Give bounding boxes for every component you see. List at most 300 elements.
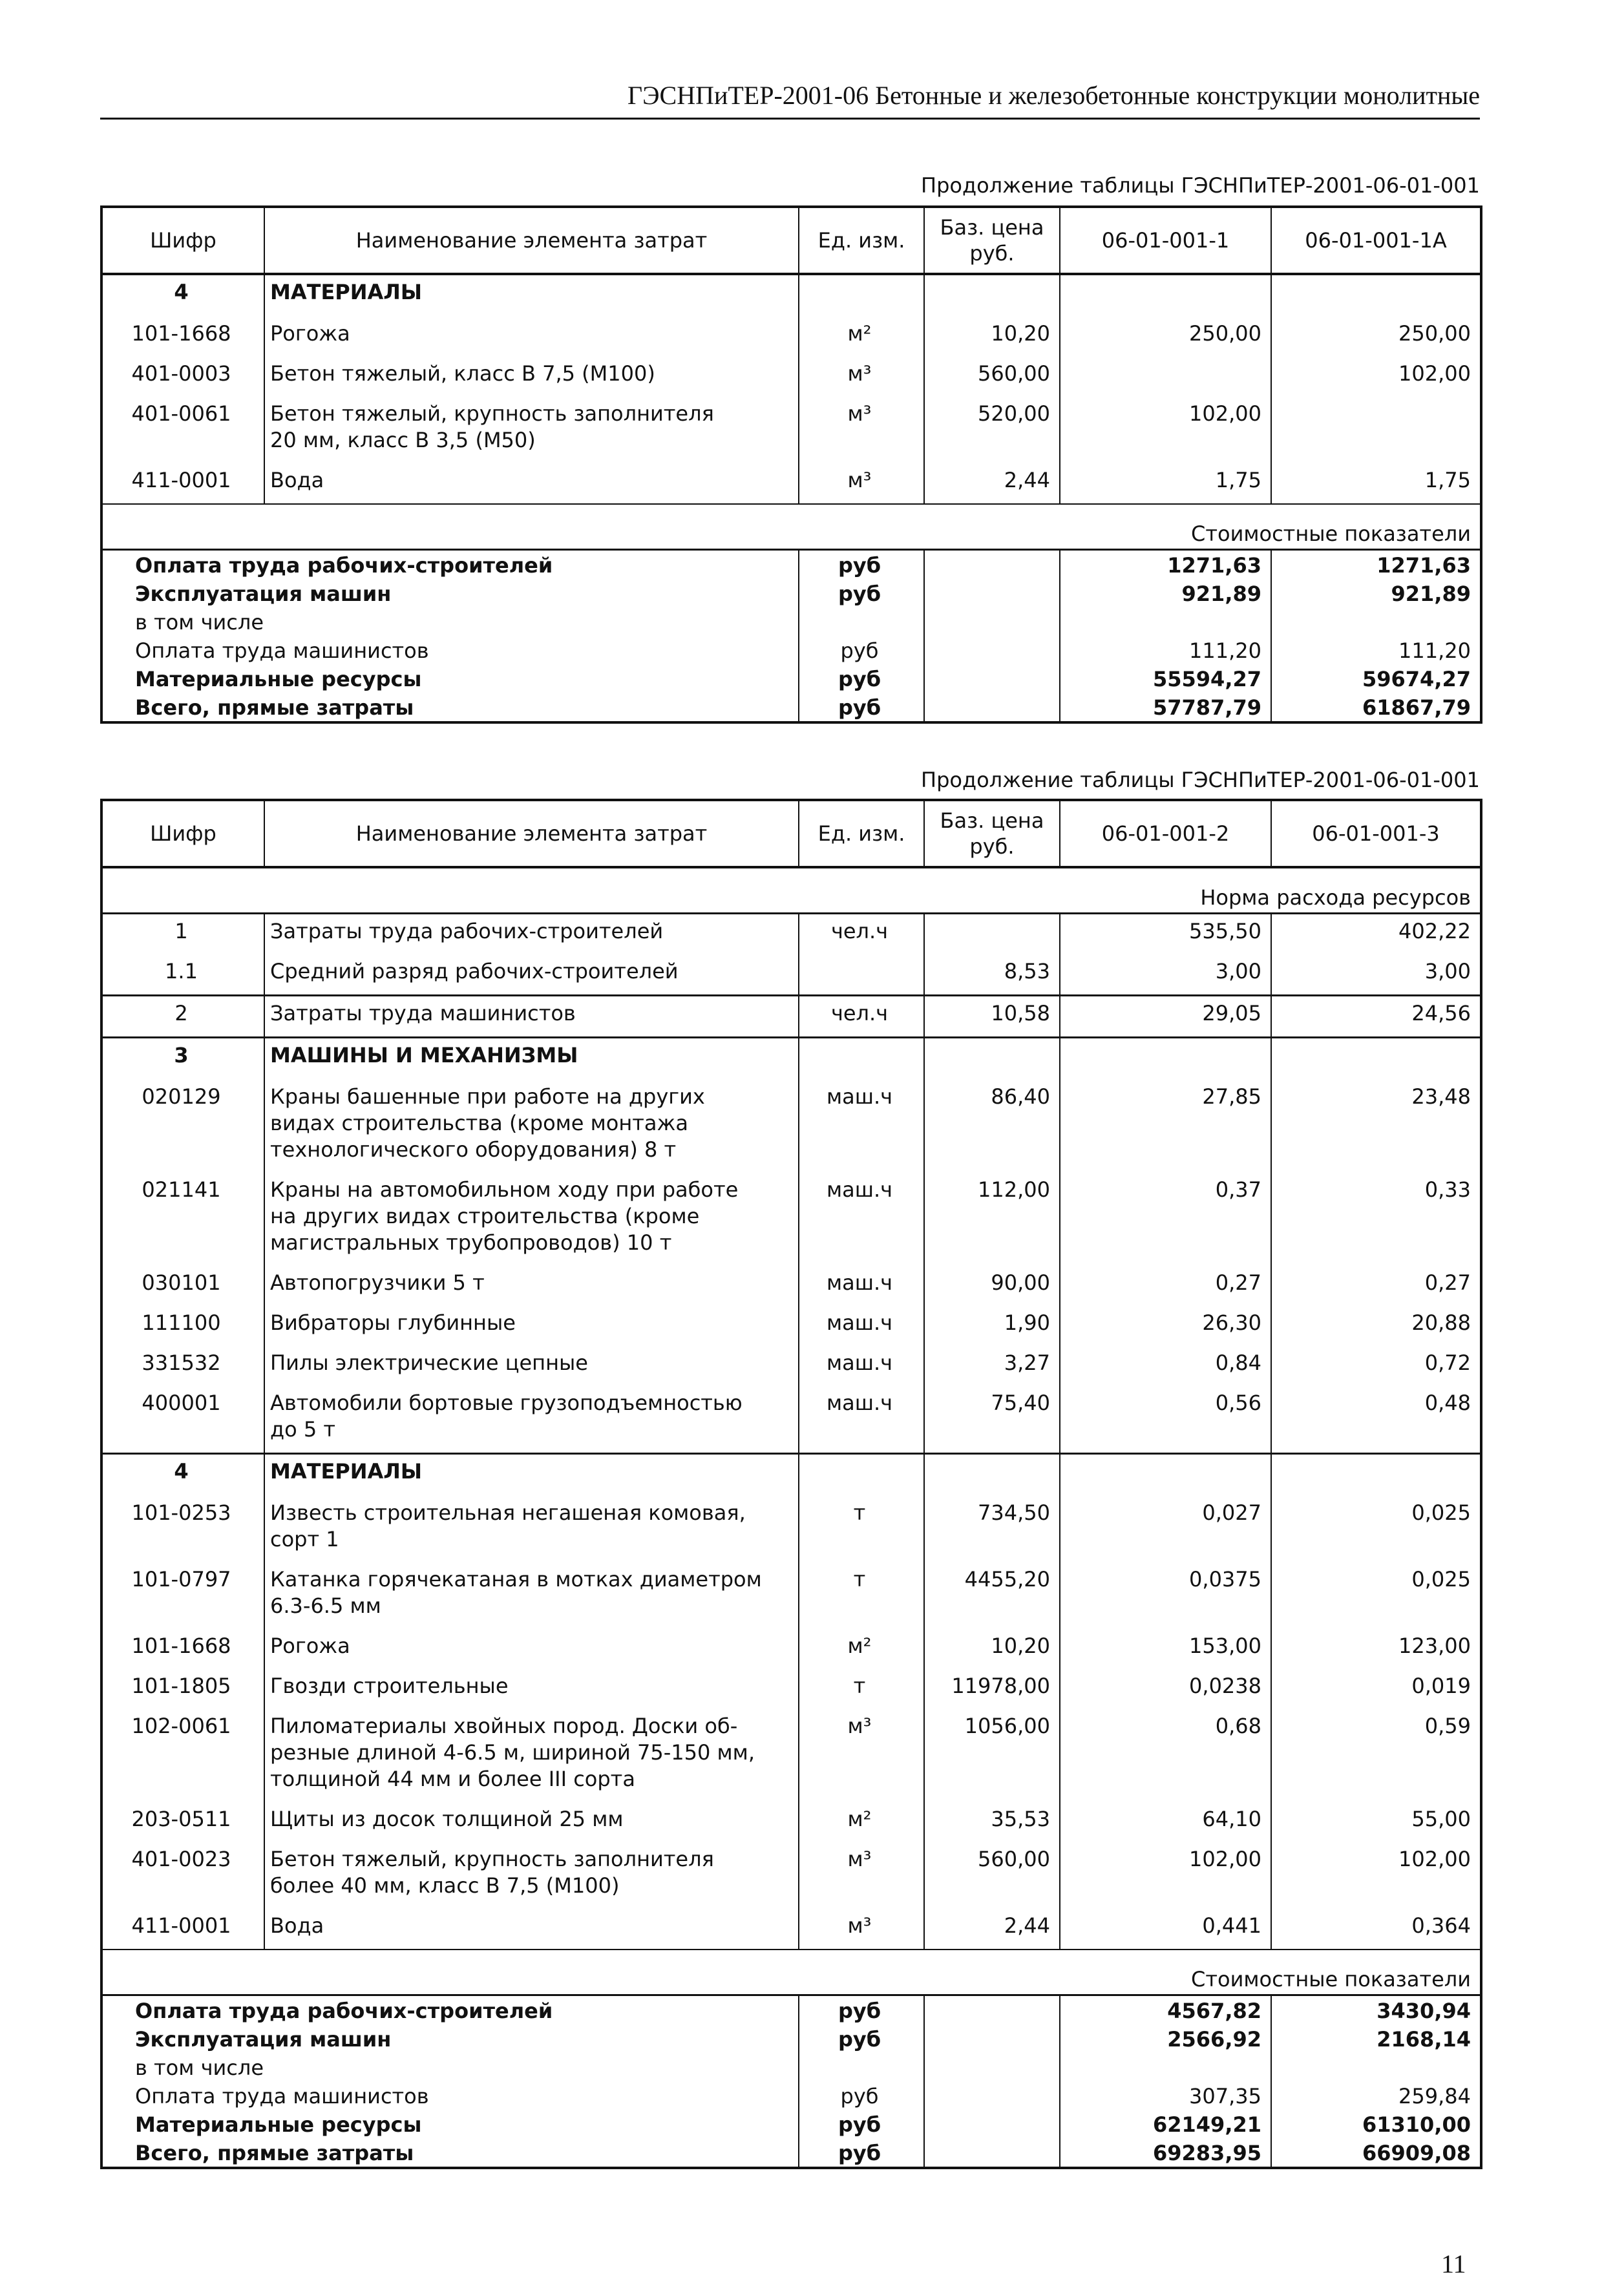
section-row xyxy=(101,1038,1481,1080)
resource-code: 203-0511 xyxy=(101,1802,264,1842)
resource-name xyxy=(264,1038,799,1080)
unit: чел.ч xyxy=(799,914,924,955)
unit: м³ xyxy=(799,1709,924,1802)
base-price xyxy=(924,914,1060,955)
value-2: 66909,08 xyxy=(1271,2138,1481,2168)
price xyxy=(924,607,1060,636)
cost-summary-row xyxy=(101,550,1481,580)
value-2: 123,00 xyxy=(1271,1629,1481,1669)
value-1: 0,441 xyxy=(1060,1909,1271,1950)
base-price: 2,44 xyxy=(924,1909,1060,1950)
unit: руб xyxy=(799,2081,924,2110)
table-row xyxy=(101,357,1481,397)
summary-label: Оплата труда рабочих-строителей xyxy=(101,1995,799,2025)
name-line: Известь строительная негашеная комовая, xyxy=(270,1500,746,1525)
value-1: 1,75 xyxy=(1060,463,1271,504)
name-line: Автопогрузчики 5 т xyxy=(270,1270,485,1295)
resource-name xyxy=(264,1346,799,1386)
value-2: 0,364 xyxy=(1271,1909,1481,1950)
price xyxy=(924,1995,1060,2025)
unit: т xyxy=(799,1562,924,1629)
resource-name xyxy=(264,1080,799,1173)
name-line: толщиной 44 мм и более III сорта xyxy=(270,1767,635,1791)
value-1: 102,00 xyxy=(1060,397,1271,463)
resource-code: 411-0001 xyxy=(101,1909,264,1950)
price xyxy=(924,2024,1060,2053)
base-price: 734,50 xyxy=(924,1496,1060,1562)
unit: маш.ч xyxy=(799,1386,924,1454)
column-header: Шифр xyxy=(101,207,264,274)
value-1: 1271,63 xyxy=(1060,550,1271,580)
resource-table-2 xyxy=(100,799,1482,2169)
unit: руб xyxy=(799,579,924,607)
unit: маш.ч xyxy=(799,1306,924,1346)
resource-name xyxy=(264,914,799,955)
resource-code: 401-0003 xyxy=(101,357,264,397)
unit xyxy=(799,2053,924,2081)
value-1: 3,00 xyxy=(1060,954,1271,996)
section-caption: Норма расхода ресурсов xyxy=(101,867,1481,914)
resource-code: 331532 xyxy=(101,1346,264,1386)
resource-name xyxy=(264,357,799,397)
cost-summary-row xyxy=(101,2024,1481,2053)
name-line: Автомобили бортовые грузоподъемностью xyxy=(270,1391,743,1415)
value-2: 0,48 xyxy=(1271,1386,1481,1454)
unit: м³ xyxy=(799,463,924,504)
value-1: 0,0238 xyxy=(1060,1669,1271,1709)
value-1 xyxy=(1060,357,1271,397)
price xyxy=(924,2138,1060,2168)
resource-name xyxy=(264,1629,799,1669)
resource-name xyxy=(264,397,799,463)
price xyxy=(924,2110,1060,2138)
resource-name xyxy=(264,274,799,317)
value-2: 59674,27 xyxy=(1271,664,1481,693)
table-row xyxy=(101,1669,1481,1709)
base-price: 35,53 xyxy=(924,1802,1060,1842)
table-row xyxy=(101,996,1481,1038)
table-row xyxy=(101,1709,1481,1802)
value-2: 61310,00 xyxy=(1271,2110,1481,2138)
value-2: 259,84 xyxy=(1271,2081,1481,2110)
resource-code: 401-0023 xyxy=(101,1842,264,1909)
resource-code: 101-1668 xyxy=(101,317,264,357)
table-row xyxy=(101,954,1481,996)
cost-summary-row xyxy=(101,2110,1481,2138)
summary-label: в том числе xyxy=(101,607,799,636)
value-1: 29,05 xyxy=(1060,996,1271,1038)
value-2: 0,025 xyxy=(1271,1562,1481,1629)
base-price: 10,20 xyxy=(924,1629,1060,1669)
name-line: Щиты из досок толщиной 25 мм xyxy=(270,1807,624,1831)
column-header: Ед. изм. xyxy=(799,800,924,867)
summary-label: Эксплуатация машин xyxy=(101,579,799,607)
value-2: 0,72 xyxy=(1271,1346,1481,1386)
base-price: 2,44 xyxy=(924,463,1060,504)
value-1: 153,00 xyxy=(1060,1629,1271,1669)
value-2: 0,019 xyxy=(1271,1669,1481,1709)
value-2: 61867,79 xyxy=(1271,693,1481,722)
value-1 xyxy=(1060,607,1271,636)
resource-name xyxy=(264,996,799,1038)
resource-code: 101-1668 xyxy=(101,1629,264,1669)
unit: чел.ч xyxy=(799,996,924,1038)
value-1: 64,10 xyxy=(1060,1802,1271,1842)
resource-code: 111100 xyxy=(101,1306,264,1346)
value-1: 111,20 xyxy=(1060,636,1271,664)
unit: руб xyxy=(799,550,924,580)
base-price: 90,00 xyxy=(924,1266,1060,1306)
base-price xyxy=(924,1038,1060,1080)
name-line: Пилы электрические цепные xyxy=(270,1351,588,1375)
summary-label: Оплата труда машинистов xyxy=(101,2081,799,2110)
base-price: 1056,00 xyxy=(924,1709,1060,1802)
name-line: Затраты труда рабочих-строителей xyxy=(270,919,664,943)
base-price: 1,90 xyxy=(924,1306,1060,1346)
summary-label: Всего, прямые затраты xyxy=(101,693,799,722)
price xyxy=(924,693,1060,722)
unit xyxy=(799,1454,924,1497)
cost-summary-row xyxy=(101,2053,1481,2081)
value-1: 307,35 xyxy=(1060,2081,1271,2110)
value-2: 0,27 xyxy=(1271,1266,1481,1306)
unit: маш.ч xyxy=(799,1266,924,1306)
value-1: 0,37 xyxy=(1060,1173,1271,1266)
resource-table-1 xyxy=(100,205,1482,724)
column-header: Баз. цена руб. xyxy=(924,207,1060,274)
table-row xyxy=(101,1842,1481,1909)
table-header-row xyxy=(101,800,1481,867)
summary-label: Оплата труда рабочих-строителей xyxy=(101,550,799,580)
column-header: Наименование элемента затрат xyxy=(264,800,799,867)
name-line: МАШИНЫ И МЕХАНИЗМЫ xyxy=(270,1043,578,1067)
table-row xyxy=(101,1562,1481,1629)
resource-code: 3 xyxy=(101,1038,264,1080)
unit: руб xyxy=(799,636,924,664)
base-price: 560,00 xyxy=(924,1842,1060,1909)
resource-name xyxy=(264,1562,799,1629)
name-line: Вибраторы глубинные xyxy=(270,1310,516,1335)
table-row xyxy=(101,317,1481,357)
cost-summary-row xyxy=(101,2081,1481,2110)
value-2: 3430,94 xyxy=(1271,1995,1481,2025)
price xyxy=(924,636,1060,664)
value-2 xyxy=(1271,274,1481,317)
base-price: 8,53 xyxy=(924,954,1060,996)
value-1: 0,027 xyxy=(1060,1496,1271,1562)
value-1 xyxy=(1060,1454,1271,1497)
cost-summary-row xyxy=(101,693,1481,722)
value-2: 20,88 xyxy=(1271,1306,1481,1346)
resource-name xyxy=(264,1454,799,1497)
base-price: 560,00 xyxy=(924,357,1060,397)
price xyxy=(924,664,1060,693)
name-line: Катанка горячекатаная в мотках диаметром xyxy=(270,1567,762,1592)
section-caption-row xyxy=(101,1950,1481,1995)
column-header: 06-01-001-1А xyxy=(1271,207,1481,274)
base-price: 3,27 xyxy=(924,1346,1060,1386)
value-1: 0,68 xyxy=(1060,1709,1271,1802)
table-row xyxy=(101,1629,1481,1669)
value-2: 55,00 xyxy=(1271,1802,1481,1842)
unit: т xyxy=(799,1496,924,1562)
resource-code: 401-0061 xyxy=(101,397,264,463)
resource-name xyxy=(264,1669,799,1709)
summary-label: Эксплуатация машин xyxy=(101,2024,799,2053)
unit: руб xyxy=(799,2110,924,2138)
value-1: 69283,95 xyxy=(1060,2138,1271,2168)
value-1: 0,56 xyxy=(1060,1386,1271,1454)
section-caption-row xyxy=(101,867,1481,914)
resource-code: 021141 xyxy=(101,1173,264,1266)
name-line: 20 мм, класс В 3,5 (М50) xyxy=(270,428,536,452)
name-line: до 5 т xyxy=(270,1417,336,1442)
base-price: 112,00 xyxy=(924,1173,1060,1266)
name-line: технологического оборудования) 8 т xyxy=(270,1137,677,1162)
name-line: более 40 мм, класс В 7,5 (М100) xyxy=(270,1873,620,1898)
price xyxy=(924,550,1060,580)
name-line: на других видах строительства (кроме xyxy=(270,1204,700,1228)
resource-code: 2 xyxy=(101,996,264,1038)
resource-code: 020129 xyxy=(101,1080,264,1173)
column-header: Наименование элемента затрат xyxy=(264,207,799,274)
column-header: Ед. изм. xyxy=(799,207,924,274)
price xyxy=(924,2081,1060,2110)
column-header: Шифр xyxy=(101,800,264,867)
table-caption: Продолжение таблицы ГЭСНПиТЕР-2001-06-01-001 xyxy=(921,768,1480,792)
name-line: Вода xyxy=(270,468,324,492)
table-row xyxy=(101,914,1481,955)
summary-label: в том числе xyxy=(101,2053,799,2081)
value-1: 27,85 xyxy=(1060,1080,1271,1173)
value-1: 102,00 xyxy=(1060,1842,1271,1909)
value-2: 1,75 xyxy=(1271,463,1481,504)
table-row xyxy=(101,1266,1481,1306)
unit: маш.ч xyxy=(799,1080,924,1173)
name-line: Вода xyxy=(270,1913,324,1938)
table-row xyxy=(101,1306,1481,1346)
resource-name xyxy=(264,1842,799,1909)
name-line: Затраты труда машинистов xyxy=(270,1001,576,1025)
value-2: 24,56 xyxy=(1271,996,1481,1038)
resource-name xyxy=(264,1709,799,1802)
value-1 xyxy=(1060,1038,1271,1080)
value-2: 1271,63 xyxy=(1271,550,1481,580)
section-row xyxy=(101,1454,1481,1497)
base-price xyxy=(924,1454,1060,1497)
unit: руб xyxy=(799,1995,924,2025)
value-1 xyxy=(1060,274,1271,317)
table-row xyxy=(101,1909,1481,1950)
resource-code: 030101 xyxy=(101,1266,264,1306)
resource-name xyxy=(264,317,799,357)
column-header: Баз. цена руб. xyxy=(924,800,1060,867)
price xyxy=(924,579,1060,607)
column-header: 06-01-001-3 xyxy=(1271,800,1481,867)
page-number: 11 xyxy=(1441,2249,1466,2278)
value-2: 23,48 xyxy=(1271,1080,1481,1173)
unit: м² xyxy=(799,1629,924,1669)
resource-code: 1.1 xyxy=(101,954,264,996)
cost-summary-row xyxy=(101,664,1481,693)
table-row xyxy=(101,1173,1481,1266)
unit: маш.ч xyxy=(799,1346,924,1386)
name-line: 6.3-6.5 мм xyxy=(270,1593,381,1618)
value-2: 102,00 xyxy=(1271,357,1481,397)
value-1: 2566,92 xyxy=(1060,2024,1271,2053)
resource-name xyxy=(264,1173,799,1266)
column-header: 06-01-001-2 xyxy=(1060,800,1271,867)
unit: руб xyxy=(799,664,924,693)
resource-name xyxy=(264,1386,799,1454)
unit xyxy=(799,954,924,996)
value-2: 111,20 xyxy=(1271,636,1481,664)
resource-code: 101-0253 xyxy=(101,1496,264,1562)
unit: м³ xyxy=(799,1842,924,1909)
name-line: Краны на автомобильном ходу при работе xyxy=(270,1177,739,1202)
table-row xyxy=(101,463,1481,504)
name-line: видах строительства (кроме монтажа xyxy=(270,1111,688,1135)
value-2 xyxy=(1271,607,1481,636)
value-1: 4567,82 xyxy=(1060,1995,1271,2025)
name-line: Бетон тяжелый, класс В 7,5 (М100) xyxy=(270,361,655,386)
value-1: 921,89 xyxy=(1060,579,1271,607)
cost-summary-row xyxy=(101,579,1481,607)
resource-name xyxy=(264,1802,799,1842)
name-line: магистральных трубопроводов) 10 т xyxy=(270,1230,672,1255)
value-2: 102,00 xyxy=(1271,1842,1481,1909)
resource-code: 4 xyxy=(101,1454,264,1497)
table-row xyxy=(101,1802,1481,1842)
resource-code: 1 xyxy=(101,914,264,955)
resource-code: 102-0061 xyxy=(101,1709,264,1802)
value-1: 0,0375 xyxy=(1060,1562,1271,1629)
column-header: 06-01-001-1 xyxy=(1060,207,1271,274)
value-1: 0,27 xyxy=(1060,1266,1271,1306)
value-1: 0,84 xyxy=(1060,1346,1271,1386)
value-2: 402,22 xyxy=(1271,914,1481,955)
value-2 xyxy=(1271,2053,1481,2081)
base-price: 75,40 xyxy=(924,1386,1060,1454)
base-price: 4455,20 xyxy=(924,1562,1060,1629)
value-2: 0,33 xyxy=(1271,1173,1481,1266)
name-line: Гвозди строительные xyxy=(270,1674,509,1698)
resource-code: 101-1805 xyxy=(101,1669,264,1709)
name-line: резные длиной 4-6.5 м, шириной 75-150 мм, xyxy=(270,1740,755,1765)
table-row xyxy=(101,1496,1481,1562)
section-caption-row xyxy=(101,504,1481,550)
name-line: Бетон тяжелый, крупность заполнителя xyxy=(270,401,714,426)
section-caption: Стоимостные показатели xyxy=(101,1950,1481,1995)
resource-name xyxy=(264,954,799,996)
unit: руб xyxy=(799,2138,924,2168)
name-line: Рогожа xyxy=(270,1634,350,1658)
resource-code: 4 xyxy=(101,274,264,317)
value-2: 250,00 xyxy=(1271,317,1481,357)
section-caption: Стоимостные показатели xyxy=(101,504,1481,550)
value-2: 2168,14 xyxy=(1271,2024,1481,2053)
name-line: сорт 1 xyxy=(270,1527,339,1551)
name-line: Краны башенные при работе на других xyxy=(270,1084,705,1109)
resource-code: 101-0797 xyxy=(101,1562,264,1629)
value-2 xyxy=(1271,1038,1481,1080)
table-caption: Продолжение таблицы ГЭСНПиТЕР-2001-06-01-001 xyxy=(921,173,1480,198)
base-price xyxy=(924,274,1060,317)
unit: маш.ч xyxy=(799,1173,924,1266)
unit: м² xyxy=(799,317,924,357)
value-2 xyxy=(1271,397,1481,463)
running-header: ГЭСНПиТЕР-2001-06 Бетонные и железобетонные конструкции монолитные xyxy=(100,76,1480,120)
unit xyxy=(799,607,924,636)
cost-summary-row xyxy=(101,2138,1481,2168)
unit xyxy=(799,274,924,317)
name-line: Средний разряд рабочих-строителей xyxy=(270,959,679,983)
cost-summary-row xyxy=(101,1995,1481,2025)
name-line: Рогожа xyxy=(270,321,350,346)
table-row xyxy=(101,1080,1481,1173)
base-price: 10,58 xyxy=(924,996,1060,1038)
name-line: Пиломатериалы хвойных пород. Доски об- xyxy=(270,1714,738,1738)
summary-label: Оплата труда машинистов xyxy=(101,636,799,664)
table-header-row xyxy=(101,207,1481,274)
resource-name xyxy=(264,1266,799,1306)
unit: т xyxy=(799,1669,924,1709)
unit: руб xyxy=(799,693,924,722)
name-line: МАТЕРИАЛЫ xyxy=(270,1459,423,1484)
unit: м³ xyxy=(799,357,924,397)
value-1: 250,00 xyxy=(1060,317,1271,357)
value-2: 921,89 xyxy=(1271,579,1481,607)
unit: руб xyxy=(799,2024,924,2053)
value-1: 535,50 xyxy=(1060,914,1271,955)
table-row xyxy=(101,1386,1481,1454)
unit: м³ xyxy=(799,397,924,463)
base-price: 520,00 xyxy=(924,397,1060,463)
cost-summary-row xyxy=(101,636,1481,664)
price xyxy=(924,2053,1060,2081)
base-price: 86,40 xyxy=(924,1080,1060,1173)
value-1: 57787,79 xyxy=(1060,693,1271,722)
name-line: МАТЕРИАЛЫ xyxy=(270,280,423,304)
unit: м² xyxy=(799,1802,924,1842)
value-2: 0,025 xyxy=(1271,1496,1481,1562)
summary-label: Всего, прямые затраты xyxy=(101,2138,799,2168)
value-2: 0,59 xyxy=(1271,1709,1481,1802)
value-1: 62149,21 xyxy=(1060,2110,1271,2138)
cost-summary-row xyxy=(101,607,1481,636)
table-row xyxy=(101,397,1481,463)
resource-name xyxy=(264,1909,799,1950)
base-price: 11978,00 xyxy=(924,1669,1060,1709)
resource-name xyxy=(264,463,799,504)
table-row xyxy=(101,1346,1481,1386)
unit xyxy=(799,1038,924,1080)
resource-code: 411-0001 xyxy=(101,463,264,504)
section-row xyxy=(101,274,1481,317)
unit: м³ xyxy=(799,1909,924,1950)
summary-label: Материальные ресурсы xyxy=(101,2110,799,2138)
resource-name xyxy=(264,1306,799,1346)
resource-code: 400001 xyxy=(101,1386,264,1454)
value-2: 3,00 xyxy=(1271,954,1481,996)
value-1 xyxy=(1060,2053,1271,2081)
value-2 xyxy=(1271,1454,1481,1497)
value-1: 26,30 xyxy=(1060,1306,1271,1346)
value-1: 55594,27 xyxy=(1060,664,1271,693)
base-price: 10,20 xyxy=(924,317,1060,357)
name-line: Бетон тяжелый, крупность заполнителя xyxy=(270,1847,714,1871)
resource-name xyxy=(264,1496,799,1562)
